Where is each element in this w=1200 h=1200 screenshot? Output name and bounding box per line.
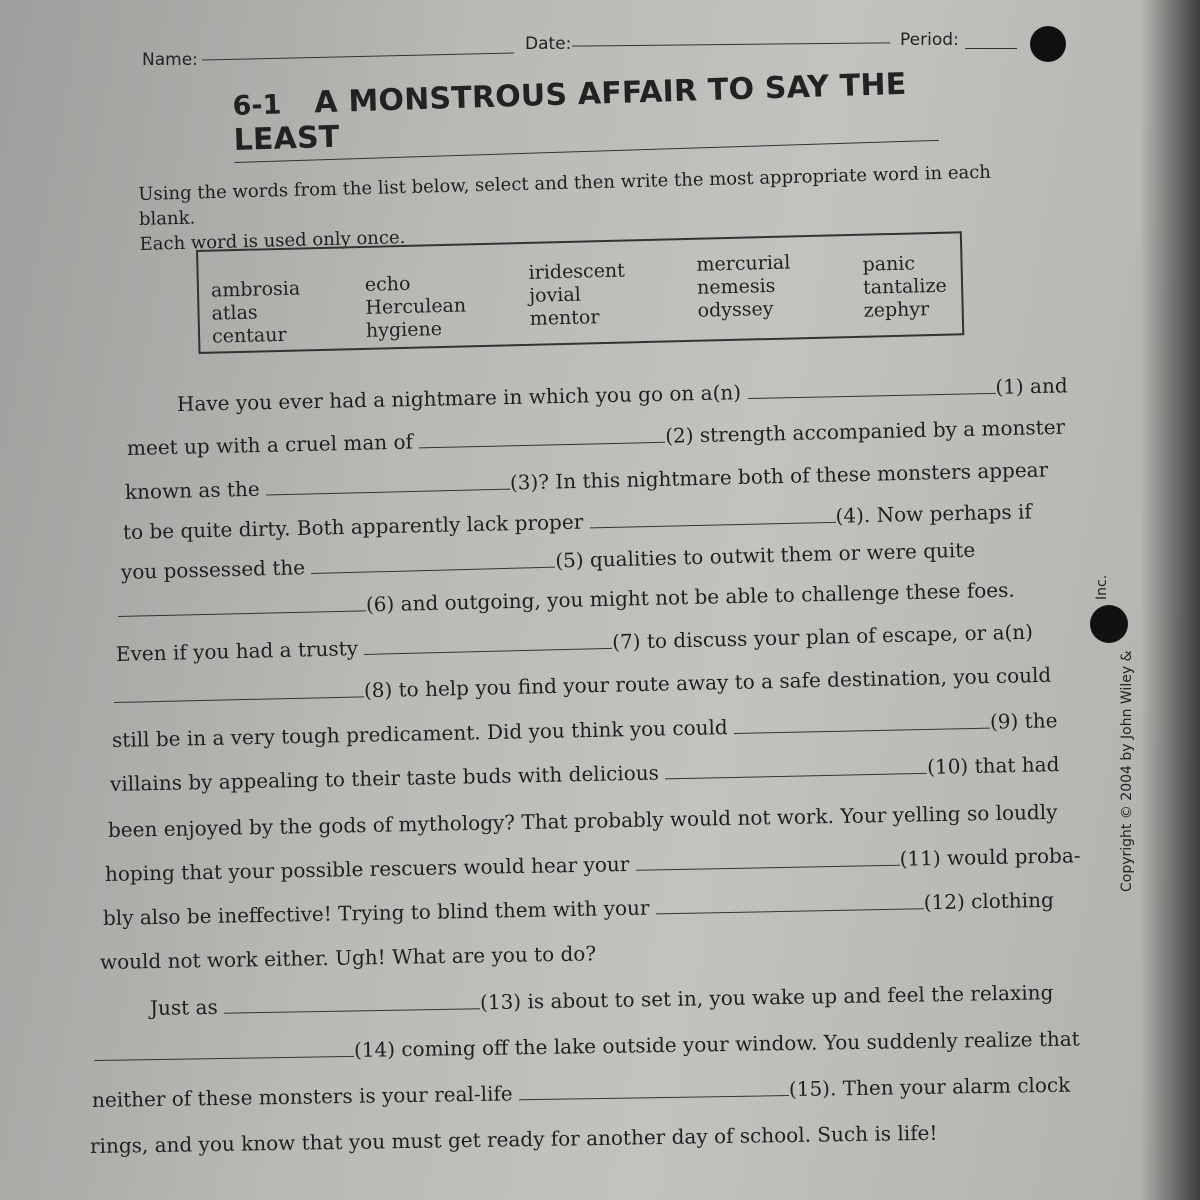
period-line [965,48,1017,49]
passage-text: Have you ever had a nightmare in which you go on a(n) [176,380,742,416]
blank-5[interactable] [311,549,555,574]
title-number: 6-1 [232,89,282,122]
passage-line [90,1121,938,1158]
passage-text: hoping that your possible rescuers would hear your [104,851,630,886]
passage-text: meet up with a cruel man of [126,429,414,460]
page-title: A MONSTROUS AFFAIR TO SAY THE LEAST [233,66,907,158]
word-item: mercurial [696,251,791,276]
page-shadow [1140,0,1200,1200]
blank-15[interactable] [519,1077,789,1100]
word-item: nemesis [696,274,776,299]
passage-text: (9) the [989,708,1058,734]
instructions-line-2: Each word is used only once. [139,227,406,255]
word-column-3 [528,260,626,331]
word-column-2 [365,271,467,342]
passage-line [127,415,1066,460]
period-label: Period: [900,30,959,50]
passage-text: (6) and outgoing, you might not be able to challenge these foes. [365,577,1016,617]
blank-7[interactable] [364,630,612,655]
title-block [232,66,944,163]
word-item: Herculean [365,294,467,319]
date-label: Date: [525,34,572,54]
passage-text: (2) strength accompanied by a monster [664,414,1066,448]
passage-line [125,457,1049,504]
passage-text: (15). Then your alarm clock [788,1072,1071,1102]
word-item: atlas [211,301,258,325]
passage-line [110,752,1060,796]
passage-line [108,800,1058,842]
blank-4[interactable] [589,504,835,529]
word-item: mentor [529,306,600,330]
blank-3[interactable] [266,471,510,496]
name-line [202,52,514,60]
passage-text: (5) qualities to outwit them or were quite [554,537,976,573]
passage-text: (12) clothing [923,887,1054,915]
passage-text: neither of these monsters is your real-life [91,1081,513,1112]
blank-8[interactable] [114,678,364,703]
passage-text: (11) would proba- [899,843,1081,871]
passage-text: (10) that had [926,752,1060,779]
word-column-5 [862,252,947,323]
passage-line [121,538,976,584]
passage-line [116,620,1034,666]
blank-10[interactable] [665,755,927,779]
date-line [572,42,890,46]
name-label: Name: [142,50,198,70]
passage-text: still be in a very tough predicament. Did you think you could [111,715,728,752]
hole-punch-side [1090,605,1128,643]
passage-text: bly also be ineffective! Trying to blind them with your [102,895,650,930]
word-list-box [196,231,964,354]
copyright-notice: Copyright © 2004 by John Wiley & [1119,650,1135,892]
word-item: tantalize [862,274,947,299]
hole-punch-top [1030,26,1066,62]
passage-line [112,708,1058,752]
passage-line [100,941,596,974]
passage-text: (7) to discuss your plan of escape, or a(n) [611,619,1034,654]
passage-line [103,888,1054,930]
passage-line [123,499,1032,544]
passage-text: (13) is about to set in, you wake up and feel the relaxing [479,980,1054,1015]
passage-text: been enjoyed by the gods of mythology? That probably would not work. Your yelling so loudly [107,799,1058,842]
word-column-1 [211,277,302,348]
blank-12[interactable] [656,890,924,914]
passage-text: Even if you had a trusty [115,636,359,666]
blank-2[interactable] [419,424,665,449]
passage-text: villains by appealing to their taste buds with delicious [109,760,660,796]
passage-text: would not work either. Ugh! What are you to do? [99,941,597,974]
word-item: hygiene [365,318,443,342]
blank-14[interactable] [94,1038,354,1061]
blank-9[interactable] [734,710,990,734]
passage-line [92,1073,1071,1112]
passage-text: (4). Now perhaps if [835,499,1033,528]
passage-text: (8) to help you find your route away to a safe destination, you could [363,662,1052,703]
passage-line [105,843,1081,886]
word-item: iridescent [528,259,626,284]
word-item: ambrosia [210,277,301,302]
passage-text: known as the [124,476,260,504]
blank-6[interactable] [118,592,366,617]
passage-text: rings, and you know that you must get ready for another day of school. Such is life! [89,1120,938,1158]
blank-1[interactable] [747,375,995,399]
passage-line [114,663,1052,708]
word-item: panic [862,252,916,276]
passage-text: (3)? In this nightmare both of these monsters appear [509,457,1049,495]
word-item: echo [364,272,411,296]
blank-13[interactable] [224,990,480,1013]
passage-line [177,373,1068,416]
passage-line [94,1027,1080,1066]
copyright-suffix: Inc. [1094,574,1110,600]
passage-text: Just as [149,994,218,1020]
word-item: zephyr [863,298,930,322]
instructions-line-1: Using the words from the list below, select and then write the most appropriate word in each blank. [138,161,992,230]
passage-text: to be quite dirty. Both apparently lack proper [122,509,584,544]
word-column-4 [696,251,791,322]
passage-line [150,980,1054,1020]
passage-text: (1) and [995,373,1068,399]
blank-11[interactable] [635,847,899,871]
word-item: jovial [528,283,582,307]
word-item: odyssey [697,297,774,322]
passage-text: (14) coming off the lake outside your window. You suddenly realize that [353,1026,1080,1062]
passage-line [118,578,1015,622]
word-item: centaur [211,323,287,348]
passage-text: you possessed the [120,555,306,584]
